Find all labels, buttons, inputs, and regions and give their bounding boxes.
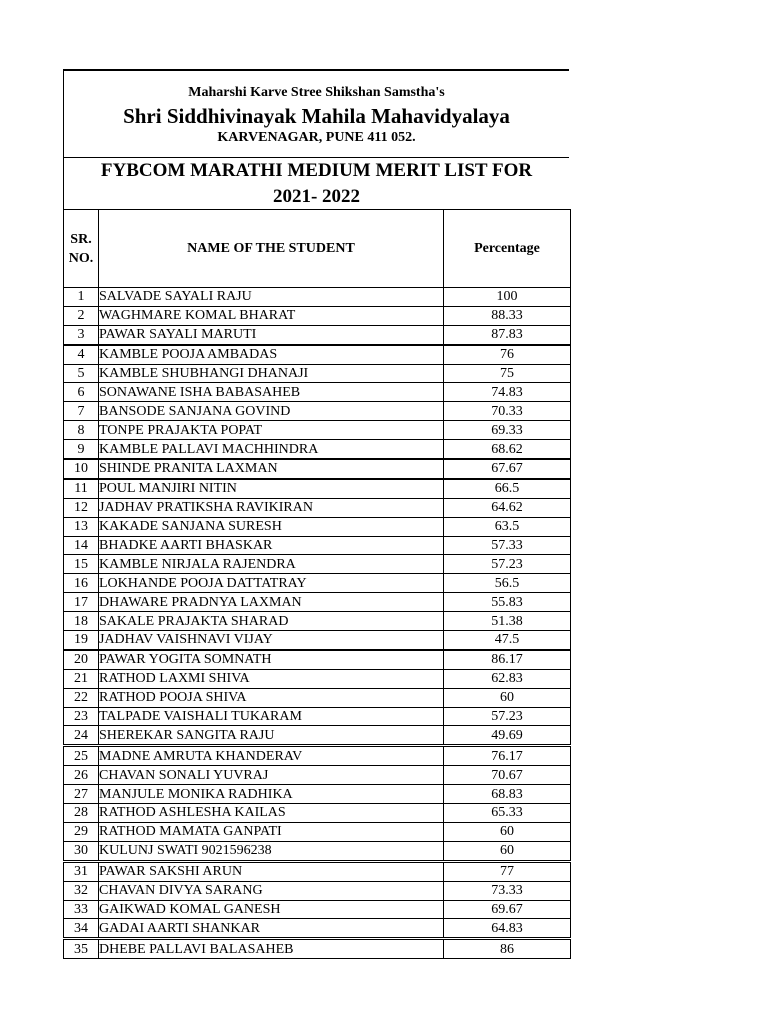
percentage-cell: 60 [444, 688, 571, 707]
percentage-cell: 68.83 [444, 785, 571, 804]
percentage-cell: 73.33 [444, 881, 571, 900]
percentage-cell: 57.33 [444, 536, 571, 555]
table-row [64, 364, 571, 383]
student-name-cell: KAMBLE SHUBHANGI DHANAJI [99, 364, 444, 383]
student-name-cell: MANJULE MONIKA RADHIKA [99, 785, 444, 804]
sr-no-header [64, 210, 99, 288]
percentage-cell: 69.67 [444, 900, 571, 919]
percentage-cell: 57.23 [444, 555, 571, 574]
percentage-cell: 62.83 [444, 669, 571, 688]
table-row [64, 900, 571, 919]
sr-header-line-2: NO. [68, 250, 94, 266]
table-row [64, 688, 571, 707]
student-name-cell: SALVADE SAYALI RAJU [99, 288, 444, 307]
table-row [64, 536, 571, 555]
student-name-cell: PAWAR YOGITA SOMNATH [99, 650, 444, 669]
table-row [64, 919, 571, 939]
percentage-cell: 60 [444, 841, 571, 861]
sr-no-cell: 4 [64, 345, 99, 364]
student-name-cell: WAGHMARE KOMAL BHARAT [99, 306, 444, 325]
sr-no-cell: 17 [64, 593, 99, 612]
percentage-cell: 68.62 [444, 440, 571, 459]
percentage-cell: 63.5 [444, 517, 571, 536]
sr-no-cell: 24 [64, 726, 99, 746]
sr-no-cell: 30 [64, 841, 99, 861]
percentage-cell: 64.62 [444, 498, 571, 517]
percentage-cell: 69.33 [444, 421, 571, 440]
table-row [64, 325, 571, 344]
table-row [64, 841, 571, 861]
sr-no-cell: 20 [64, 650, 99, 669]
student-name-cell: TONPE PRAJAKTA POPAT [99, 421, 444, 440]
percentage-cell: 100 [444, 288, 571, 307]
percentage-cell: 67.67 [444, 459, 571, 479]
table-row [64, 746, 571, 766]
sr-no-cell: 27 [64, 785, 99, 804]
merit-list-title [63, 157, 569, 209]
sr-no-cell: 19 [64, 631, 99, 650]
table-row [64, 288, 571, 307]
percentage-cell: 64.83 [444, 919, 571, 939]
table-row [64, 555, 571, 574]
percentage-cell: 66.5 [444, 479, 571, 498]
percentage-header: Percentage [444, 210, 571, 288]
sr-no-cell: 25 [64, 746, 99, 766]
table-row [64, 517, 571, 536]
student-name-cell: SONAWANE ISHA BABASAHEB [99, 383, 444, 402]
sr-no-cell: 23 [64, 707, 99, 726]
sr-no-cell: 6 [64, 383, 99, 402]
table-header-row [64, 210, 571, 288]
trust-name: Maharshi Karve Stree Shikshan Samstha's [188, 85, 445, 100]
sr-no-cell: 15 [64, 555, 99, 574]
table-row [64, 440, 571, 459]
student-name-cell: DHEBE PALLAVI BALASAHEB [99, 939, 444, 959]
student-name-cell: CHAVAN SONALI YUVRAJ [99, 766, 444, 785]
table-row [64, 861, 571, 881]
table-row [64, 383, 571, 402]
student-name-cell: SHEREKAR SANGITA RAJU [99, 726, 444, 746]
table-row [64, 593, 571, 612]
table-row [64, 498, 571, 517]
percentage-cell: 56.5 [444, 574, 571, 593]
table-row [64, 822, 571, 841]
table-row [64, 345, 571, 364]
sr-no-cell: 18 [64, 612, 99, 631]
student-name-cell: LOKHANDE POOJA DATTATRAY [99, 574, 444, 593]
percentage-cell: 75 [444, 364, 571, 383]
institution-header [63, 69, 569, 157]
sr-no-cell: 9 [64, 440, 99, 459]
merit-table-body [64, 288, 571, 959]
table-row [64, 939, 571, 959]
merit-table [63, 209, 571, 959]
percentage-cell: 74.83 [444, 383, 571, 402]
sr-no-cell: 28 [64, 804, 99, 823]
percentage-cell: 49.69 [444, 726, 571, 746]
sr-no-cell: 8 [64, 421, 99, 440]
percentage-cell: 70.67 [444, 766, 571, 785]
student-name-header: NAME OF THE STUDENT [99, 210, 444, 288]
sr-no-cell: 31 [64, 861, 99, 881]
table-row [64, 804, 571, 823]
student-name-cell: GADAI AARTI SHANKAR [99, 919, 444, 939]
student-name-cell: KULUNJ SWATI 9021596238 [99, 841, 444, 861]
student-name-cell: JADHAV PRATIKSHA RAVIKIRAN [99, 498, 444, 517]
student-name-cell: PAWAR SAKSHI ARUN [99, 861, 444, 881]
table-row [64, 574, 571, 593]
sr-header-line-1: SR. [70, 231, 92, 247]
sr-no-cell: 21 [64, 669, 99, 688]
sr-no-cell: 22 [64, 688, 99, 707]
table-row [64, 402, 571, 421]
table-row [64, 669, 571, 688]
title-line-1: FYBCOM MARATHI MEDIUM MERIT LIST FOR [100, 160, 533, 181]
sr-no-cell: 29 [64, 822, 99, 841]
student-name-cell: KAMBLE POOJA AMBADAS [99, 345, 444, 364]
student-name-cell: PAWAR SAYALI MARUTI [99, 325, 444, 344]
student-name-cell: TALPADE VAISHALI TUKARAM [99, 707, 444, 726]
sr-no-cell: 5 [64, 364, 99, 383]
student-name-cell: SAKALE PRAJAKTA SHARAD [99, 612, 444, 631]
college-name: Shri Siddhivinayak Mahila Mahavidyalaya [123, 104, 510, 128]
sr-no-cell: 14 [64, 536, 99, 555]
percentage-cell: 76 [444, 345, 571, 364]
student-name-cell: GAIKWAD KOMAL GANESH [99, 900, 444, 919]
table-row [64, 612, 571, 631]
sr-no-cell: 33 [64, 900, 99, 919]
sr-no-cell: 1 [64, 288, 99, 307]
table-row [64, 421, 571, 440]
percentage-cell: 57.23 [444, 707, 571, 726]
percentage-cell: 76.17 [444, 746, 571, 766]
percentage-cell: 70.33 [444, 402, 571, 421]
sr-no-cell: 16 [64, 574, 99, 593]
sr-no-cell: 35 [64, 939, 99, 959]
college-address: KARVENAGAR, PUNE 411 052. [217, 130, 416, 145]
student-name-cell: KAKADE SANJANA SURESH [99, 517, 444, 536]
sr-no-cell: 32 [64, 881, 99, 900]
percentage-cell: 65.33 [444, 804, 571, 823]
percentage-cell: 47.5 [444, 631, 571, 650]
table-row [64, 785, 571, 804]
student-name-cell: SHINDE PRANITA LAXMAN [99, 459, 444, 479]
student-name-cell: BANSODE SANJANA GOVIND [99, 402, 444, 421]
percentage-cell: 55.83 [444, 593, 571, 612]
sr-no-cell: 2 [64, 306, 99, 325]
student-name-cell: DHAWARE PRADNYA LAXMAN [99, 593, 444, 612]
percentage-cell: 77 [444, 861, 571, 881]
table-row [64, 726, 571, 746]
student-name-cell: KAMBLE NIRJALA RAJENDRA [99, 555, 444, 574]
student-name-cell: JADHAV VAISHNAVI VIJAY [99, 631, 444, 650]
table-row [64, 479, 571, 498]
sr-no-cell: 7 [64, 402, 99, 421]
student-name-cell: RATHOD ASHLESHA KAILAS [99, 804, 444, 823]
student-name-cell: CHAVAN DIVYA SARANG [99, 881, 444, 900]
sr-no-cell: 26 [64, 766, 99, 785]
student-name-cell: MADNE AMRUTA KHANDERAV [99, 746, 444, 766]
table-row [64, 766, 571, 785]
table-row [64, 881, 571, 900]
table-row [64, 306, 571, 325]
sr-no-cell: 11 [64, 479, 99, 498]
table-row [64, 459, 571, 479]
table-row [64, 650, 571, 669]
sr-no-cell: 3 [64, 325, 99, 344]
student-name-cell: POUL MANJIRI NITIN [99, 479, 444, 498]
table-row [64, 631, 571, 650]
table-row [64, 707, 571, 726]
student-name-cell: KAMBLE PALLAVI MACHHINDRA [99, 440, 444, 459]
percentage-cell: 86.17 [444, 650, 571, 669]
student-name-cell: BHADKE AARTI BHASKAR [99, 536, 444, 555]
sr-no-cell: 13 [64, 517, 99, 536]
title-line-2: 2021- 2022 [272, 186, 361, 207]
sr-no-cell: 10 [64, 459, 99, 479]
student-name-cell: RATHOD MAMATA GANPATI [99, 822, 444, 841]
student-name-cell: RATHOD LAXMI SHIVA [99, 669, 444, 688]
sr-no-cell: 34 [64, 919, 99, 939]
percentage-cell: 87.83 [444, 325, 571, 344]
sr-no-cell: 12 [64, 498, 99, 517]
percentage-cell: 88.33 [444, 306, 571, 325]
student-name-cell: RATHOD POOJA SHIVA [99, 688, 444, 707]
percentage-cell: 86 [444, 939, 571, 959]
percentage-cell: 51.38 [444, 612, 571, 631]
percentage-cell: 60 [444, 822, 571, 841]
merit-list-sheet [63, 69, 569, 959]
